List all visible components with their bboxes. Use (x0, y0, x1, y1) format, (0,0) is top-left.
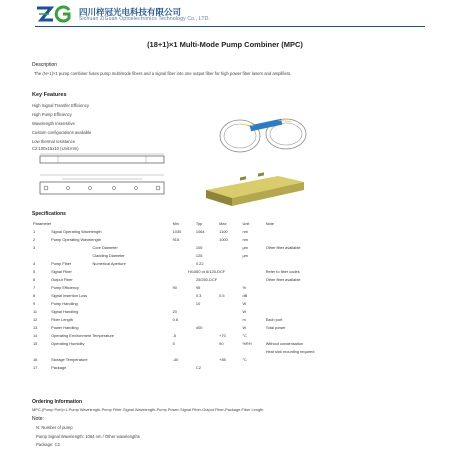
table-cell (172, 251, 195, 259)
package-dimension-label: C2:100x15x10 (Unit:mm) (32, 146, 79, 151)
table-cell: °C (242, 357, 247, 363)
table-cell: % (242, 284, 246, 290)
table-cell: Pump Handling (51, 300, 78, 306)
table-cell (265, 227, 332, 235)
table-row (32, 308, 332, 316)
table-cell: 11 (33, 309, 38, 315)
table-cell: Power Handling (51, 325, 79, 331)
feature-item: Low thermal resistance (32, 139, 76, 144)
table-cell (218, 251, 241, 259)
note-item: N: Number of pump (36, 425, 73, 430)
table-cell: Pump Efficiency (51, 284, 79, 290)
table-cell: 0.8 (172, 317, 179, 323)
table-cell: 5 (33, 268, 36, 274)
table-cell: Pump Fiber (51, 260, 72, 266)
note-item: Package: C2 (36, 442, 60, 447)
table-cell (218, 308, 241, 316)
table-cell (195, 332, 218, 340)
table-cell (218, 243, 241, 251)
table-cell: 0.3 (195, 292, 202, 298)
table-cell: 3 (33, 244, 36, 250)
table-cell: Signal Insertion Loss (51, 292, 88, 298)
table-cell: -5 (172, 333, 177, 339)
table-cell: 90 (172, 284, 177, 290)
table-cell: nm (242, 236, 248, 242)
table-header-cell: Parameter (33, 220, 52, 226)
table-cell (172, 348, 195, 356)
table-cell (265, 356, 332, 364)
table-cell: W (242, 325, 247, 331)
feature-item: Custom configurations available (32, 130, 92, 135)
table-cell: Cladding Diameter (92, 252, 125, 258)
table-row (32, 235, 332, 243)
table-cell (172, 291, 195, 299)
feature-item: High Pump Efficiency (32, 112, 72, 117)
table-cell: 915 (172, 236, 180, 242)
table-cell (265, 235, 332, 243)
table-cell (195, 348, 218, 356)
table-cell: 20 (172, 309, 177, 315)
table-cell (265, 259, 332, 267)
specifications-heading: Specifications (32, 211, 66, 217)
document-title: (18+1)×1 Multi-Mode Pump Combiner (MPC) (147, 40, 303, 49)
description-text: The (N+1)×1 pump combiner fuses pump multimode fibers and a signal fiber into one output fiber for high power fiber lasers and amplifiers. (34, 71, 292, 76)
table-cell: HI1060 or 6/125-DCF (187, 268, 226, 274)
table-cell (50, 348, 172, 356)
table-cell (50, 243, 91, 251)
table-cell (195, 340, 218, 348)
table-cell: Heat sink mounting required (265, 349, 315, 355)
table-cell: Refer to fiber codes (265, 268, 300, 274)
table-cell (218, 283, 241, 291)
description-heading: Description (32, 62, 58, 68)
table-cell (195, 316, 218, 324)
table-cell: Pump Operating Wavelength (51, 236, 101, 242)
table-row (32, 356, 332, 364)
table-row (32, 259, 332, 267)
company-header (35, 4, 435, 26)
table-cell: Each port (265, 317, 283, 323)
table-cell (32, 251, 50, 259)
table-cell: Storage Temperature (51, 357, 88, 363)
package-3d-render (200, 168, 310, 208)
table-cell: Core Diameter (92, 244, 118, 250)
table-cell: Numerical Aperture (92, 260, 126, 266)
table-cell: Fiber Length (51, 317, 73, 323)
table-row (32, 324, 332, 332)
company-name-en: Sichuan ZiGuan Optoelectronics Technology Co., LTD. (79, 16, 211, 22)
table-header-cell: Min (172, 220, 179, 226)
table-row (32, 316, 332, 324)
table-cell: W (242, 300, 247, 306)
table-cell: Output Fiber (51, 276, 73, 282)
table-cell: 1100 (219, 228, 228, 234)
table-cell: 0.22 (195, 260, 204, 266)
table-cell: 13 (33, 325, 38, 331)
table-row (32, 267, 332, 275)
header-divider (35, 26, 425, 27)
table-cell: 10 (195, 300, 201, 306)
table-cell: %RH (242, 341, 252, 347)
table-cell: 105 (195, 244, 203, 250)
note-item: Pump Signal Wavelength: 1064 nm / Other wavelengths (36, 434, 140, 439)
ordering-code: MPC-(Pump Port)×1-Pump Wavelength-Pump Fiber-Signal Wavelength-Pump Power-Signal Fiber-Output Fiber-Package-Fiber Length (32, 407, 264, 412)
table-cell: 5 (172, 341, 175, 347)
table-cell: dB (242, 292, 248, 298)
ordering-heading: Ordering Information (32, 399, 82, 405)
specifications-table (32, 219, 332, 372)
table-cell (195, 235, 218, 243)
table-cell: m (242, 317, 246, 323)
table-cell: W (242, 309, 247, 315)
table-cell (218, 259, 241, 267)
table-cell: 1064 (195, 228, 205, 234)
table-cell: 90 (219, 341, 224, 347)
table-cell: 17 (33, 365, 38, 371)
table-cell: Total power (265, 325, 286, 331)
table-row (32, 243, 332, 251)
table-cell: μm (242, 244, 248, 250)
table-cell (241, 259, 264, 267)
table-cell: 8 (33, 292, 36, 298)
product-photo (214, 108, 314, 160)
table-cell: 15 (33, 341, 38, 347)
table-cell: 14 (33, 333, 38, 339)
table-cell (265, 251, 332, 259)
table-cell: 25/250-DCF (195, 276, 218, 282)
table-row (32, 251, 332, 259)
table-cell: 6 (33, 276, 36, 282)
table-row (32, 348, 332, 356)
table-cell (241, 275, 264, 283)
package-top-view-drawing (32, 152, 172, 166)
table-cell: 7 (33, 284, 36, 290)
table-row (32, 340, 332, 348)
table-cell: nm (242, 228, 248, 234)
table-cell: +70 (219, 333, 226, 339)
feature-item: Wavelength Insensitive (32, 121, 75, 126)
table-cell: 1000 (219, 236, 228, 242)
table-cell (172, 243, 195, 251)
table-cell (265, 299, 332, 307)
table-cell (172, 259, 195, 267)
table-cell: 125 (195, 252, 203, 258)
table-cell (218, 299, 241, 307)
table-cell: 2 (33, 236, 36, 242)
table-cell: Without condensation (265, 341, 304, 347)
table-cell: 0.5 (219, 292, 225, 298)
table-cell (241, 267, 264, 275)
table-cell: Other fiber available (265, 276, 301, 282)
table-cell: μm (242, 252, 248, 258)
table-cell: Package (51, 365, 67, 371)
table-cell (172, 364, 195, 372)
table-cell (265, 283, 332, 291)
table-cell: 9 (33, 300, 36, 306)
table-header-cell: Typ (195, 220, 203, 226)
table-cell: C2 (195, 365, 201, 371)
table-cell: 1030 (172, 228, 182, 234)
table-cell (172, 324, 195, 332)
table-cell (195, 308, 218, 316)
table-cell: +85 (219, 357, 226, 363)
table-cell (265, 364, 332, 372)
table-cell: Signal Operating Wavelength (51, 228, 102, 234)
company-name-cn: 四川梓冠光电科技有限公司 (79, 7, 182, 17)
table-cell: Operating Environment Temperature (51, 333, 114, 339)
table-cell (265, 291, 332, 299)
table-cell (241, 348, 264, 356)
table-cell: Signal Handling (51, 309, 79, 315)
table-cell (218, 324, 241, 332)
table-cell: 12 (33, 317, 38, 323)
table-cell: 95 (195, 284, 201, 290)
table-header-cell: Unit (242, 220, 250, 226)
table-cell: -40 (172, 357, 179, 363)
table-cell (265, 332, 332, 340)
table-row (32, 332, 332, 340)
table-cell: Signal Fiber (51, 268, 72, 274)
table-row (32, 291, 332, 299)
table-cell: Operating Humidity (51, 341, 85, 347)
table-cell (172, 299, 195, 307)
table-cell (218, 348, 241, 356)
table-row (32, 275, 332, 283)
table-cell (265, 308, 332, 316)
note-heading: Note: (32, 416, 44, 422)
company-logo (35, 4, 75, 24)
table-header-cell: Max (219, 220, 227, 226)
table-cell: 4 (33, 260, 36, 266)
table-cell: 16 (33, 357, 38, 363)
table-cell: Other fiber available (265, 244, 301, 250)
table-cell (241, 364, 264, 372)
table-header-cell: Note (265, 220, 274, 226)
table-row (32, 283, 332, 291)
table-cell (218, 316, 241, 324)
table-cell (218, 364, 241, 372)
table-cell (195, 356, 218, 364)
table-row (32, 227, 332, 235)
table-row (32, 299, 332, 307)
table-cell (50, 251, 91, 259)
key-features-heading: Key Features (32, 92, 67, 98)
table-header-row (32, 219, 332, 227)
table-cell: 1 (33, 228, 36, 234)
table-cell: 400 (195, 325, 203, 331)
table-cell (32, 348, 50, 356)
table-cell: °C (242, 333, 247, 339)
table-row (32, 364, 332, 372)
package-side-view-drawing (32, 172, 172, 200)
feature-item: High Signal Transfer Efficiency (32, 103, 89, 108)
